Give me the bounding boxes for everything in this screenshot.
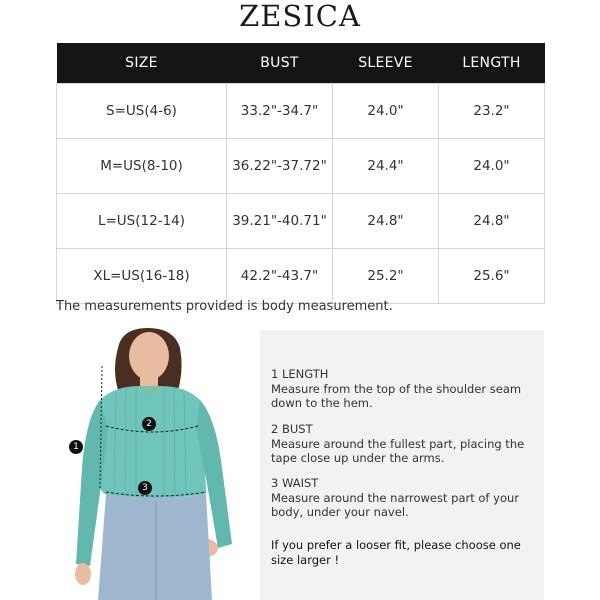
header-bust: BUST [227, 43, 333, 84]
brand-logo: ZESICA [239, 0, 361, 33]
cell-sleeve: 24.4" [333, 139, 439, 194]
model-photo [56, 328, 256, 600]
bust-marker: 2 [142, 417, 156, 431]
guide-item-title: 2 BUST [271, 422, 313, 436]
cell-length: 25.6" [439, 249, 545, 304]
cell-bust: 42.2"-43.7" [227, 249, 333, 304]
measurement-note: The measurements provided is body measurement. [56, 299, 393, 314]
cell-length: 24.8" [439, 194, 545, 249]
table-row [57, 249, 545, 304]
cell-size: M=US(8-10) [57, 139, 227, 194]
cell-bust: 36.22"-37.72" [227, 139, 333, 194]
cell-length: 24.0" [439, 139, 545, 194]
guide-item-waist [271, 476, 531, 520]
waist-marker: 3 [138, 481, 152, 495]
measurement-guide-panel [260, 330, 544, 600]
header-size: SIZE [57, 43, 227, 84]
guide-item-title: 1 LENGTH [271, 367, 329, 381]
cell-bust: 33.2"-34.7" [227, 84, 333, 139]
table-header-row [57, 43, 545, 84]
cell-size: S=US(4-6) [57, 84, 227, 139]
cell-size: L=US(12-14) [57, 194, 227, 249]
table-row [57, 84, 545, 139]
guide-item-title: 3 WAIST [271, 476, 319, 490]
model-illustration [56, 328, 256, 600]
cell-sleeve: 25.2" [333, 249, 439, 304]
guide-item-bust [271, 422, 531, 466]
guide-item-text: Measure from the top of the shoulder seam down to the hem. [271, 381, 522, 410]
guide-item-length [271, 367, 531, 411]
table-row [57, 139, 545, 194]
length-marker: 1 [69, 440, 83, 454]
guide-item-text: Measure around the fullest part, placing the tape close up under the arms. [271, 436, 525, 465]
header-sleeve: SLEEVE [333, 43, 439, 84]
size-tip: If you prefer a looser fit, please choose one size larger ! [271, 538, 521, 567]
jeans-shape [98, 494, 212, 600]
cell-sleeve: 24.8" [333, 194, 439, 249]
size-chart-table [56, 43, 545, 304]
guide-item-text: Measure around the narrowest part of your body, under your navel. [271, 490, 519, 519]
header-length: LENGTH [439, 43, 545, 84]
cell-size: XL=US(16-18) [57, 249, 227, 304]
left-hand-shape [75, 563, 91, 585]
cell-length: 23.2" [439, 84, 545, 139]
cell-sleeve: 24.0" [333, 84, 439, 139]
table-row [57, 194, 545, 249]
cell-bust: 39.21"-40.71" [227, 194, 333, 249]
